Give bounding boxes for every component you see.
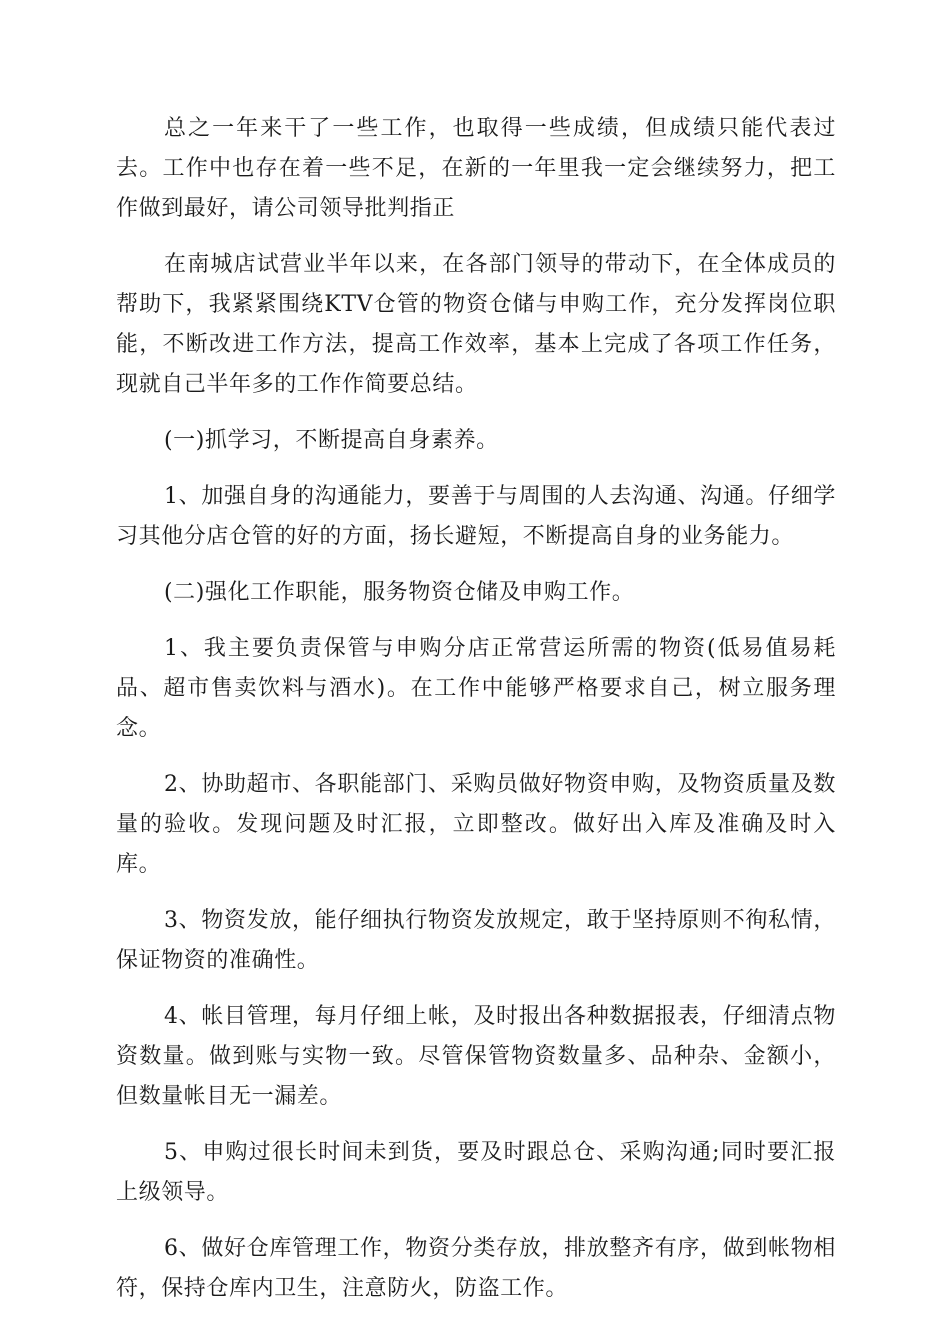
list-item-duties-5: 5、申购过很长时间未到货，要及时跟总仓、采购沟通;同时要汇报上级领导。 [116,1140,836,1205]
paragraph-summary-closing: 总之一年来干了一些工作，也取得一些成绩，但成绩只能代表过去。工作中也存在着一些不足，在新的一年里我一定会继续努力，把工作做到最好，请公司领导批判指正 [116,116,836,221]
document-body [116,109,836,1325]
list-item-study-1: 1、加强自身的沟通能力，要善于与周围的人去沟通、沟通。仔细学习其他分店仓管的好的方面，扬长避短，不断提高自身的业务能力。 [116,484,836,549]
list-item-duties-2: 2、协助超市、各职能部门、采购员做好物资申购，及物资质量及数量的验收。发现问题及时汇报，立即整改。做好出入库及准确及时入库。 [116,772,836,877]
list-item-duties-4: 4、帐目管理，每月仔细上帐，及时报出各种数据报表，仔细清点物资数量。做到账与实物一致。尽管保管物资数量多、品种杂、金额小，但数量帐目无一漏差。 [116,1004,836,1109]
list-item-duties-6: 6、做好仓库管理工作，物资分类存放，排放整齐有序，做到帐物相符，保持仓库内卫生，注意防火，防盗工作。 [116,1236,836,1301]
paragraph-intro: 在南城店试营业半年以来，在各部门领导的带动下，在全体成员的帮助下，我紧紧围绕KTV仓管的物资仓储与申购工作，充分发挥岗位职能，不断改进工作方法，提高工作效率，基本上完成了各项工作任务，现就自己半年多的工作作简要总结。 [116,252,836,397]
section-heading-study: (一)抓学习，不断提高自身素养。 [164,428,499,453]
list-item-duties-3: 3、物资发放，能仔细执行物资发放规定，敢于坚持原则不徇私情，保证物资的准确性。 [116,908,836,973]
list-item-duties-1: 1、我主要负责保管与申购分店正常营运所需的物资(低易值易耗品、超市售卖饮料与酒水)。在工作中能够严格要求自己，树立服务理念。 [116,636,836,741]
section-heading-duties: (二)强化工作职能，服务物资仓储及申购工作。 [164,580,635,605]
